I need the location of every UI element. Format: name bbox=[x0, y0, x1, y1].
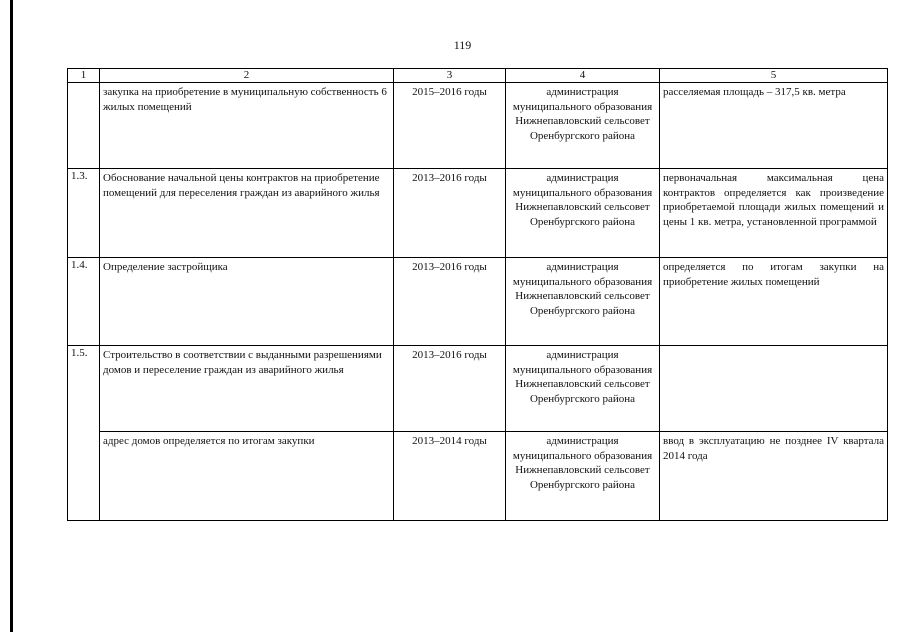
column-number-3: 3 bbox=[394, 69, 506, 83]
column-number-4: 4 bbox=[506, 69, 660, 83]
result-cell: расселяемая площадь – 317,5 кв. метра bbox=[660, 83, 888, 169]
table-row bbox=[68, 169, 888, 258]
column-number-2: 2 bbox=[100, 69, 394, 83]
table-header-row bbox=[68, 69, 888, 83]
action-cell: Обоснование начальной цены контрактов на приобретение помещений для переселения граждан из аварийного жилья bbox=[100, 169, 394, 258]
column-number-1: 1 bbox=[68, 69, 100, 83]
action-cell: Определение застройщика bbox=[100, 258, 394, 346]
table-row bbox=[68, 258, 888, 346]
table-row bbox=[68, 346, 888, 432]
period-cell: 2013–2014 годы bbox=[394, 432, 506, 521]
program-table bbox=[67, 68, 888, 521]
column-number-5: 5 bbox=[660, 69, 888, 83]
page-number: 119 bbox=[453, 38, 472, 52]
table-row bbox=[68, 83, 888, 169]
period-cell: 2013–2016 годы bbox=[394, 346, 506, 432]
result-cell: первоначальная максимальная цена контрактов определяется как произведение приобретаемой площади жилых помещений и цены 1 кв. метра, установленной программой bbox=[660, 169, 888, 258]
executor-cell: администрация муниципального образования Нижнепавловский сельсовет Оренбургского района bbox=[506, 83, 660, 169]
action-cell: адрес домов определяется по итогам закупки bbox=[100, 432, 394, 521]
item-number: 1.3. bbox=[68, 169, 100, 258]
result-cell: определяется по итогам закупки на приобретение жилых помещений bbox=[660, 258, 888, 346]
executor-cell: администрация муниципального образования Нижнепавловский сельсовет Оренбургского района bbox=[506, 169, 660, 258]
result-cell bbox=[660, 346, 888, 432]
period-cell: 2013–2016 годы bbox=[394, 258, 506, 346]
period-cell: 2015–2016 годы bbox=[394, 83, 506, 169]
table-row bbox=[68, 432, 888, 521]
executor-cell: администрация муниципального образования Нижнепавловский сельсовет Оренбургского района bbox=[506, 346, 660, 432]
executor-cell: администрация муниципального образования Нижнепавловский сельсовет Оренбургского района bbox=[506, 258, 660, 346]
scan-edge-bar bbox=[10, 0, 13, 632]
item-number bbox=[68, 83, 100, 169]
item-number: 1.5. bbox=[68, 346, 100, 521]
action-cell: Строительство в соответствии с выданными разрешениями домов и переселение граждан из аварийного жилья bbox=[100, 346, 394, 432]
result-cell: ввод в эксплуатацию не позднее IV квартала 2014 года bbox=[660, 432, 888, 521]
item-number: 1.4. bbox=[68, 258, 100, 346]
period-cell: 2013–2016 годы bbox=[394, 169, 506, 258]
action-cell: закупка на приобретение в муниципальную собственность 6 жилых помещений bbox=[100, 83, 394, 169]
executor-cell: администрация муниципального образования Нижнепавловский сельсовет Оренбургского района bbox=[506, 432, 660, 521]
